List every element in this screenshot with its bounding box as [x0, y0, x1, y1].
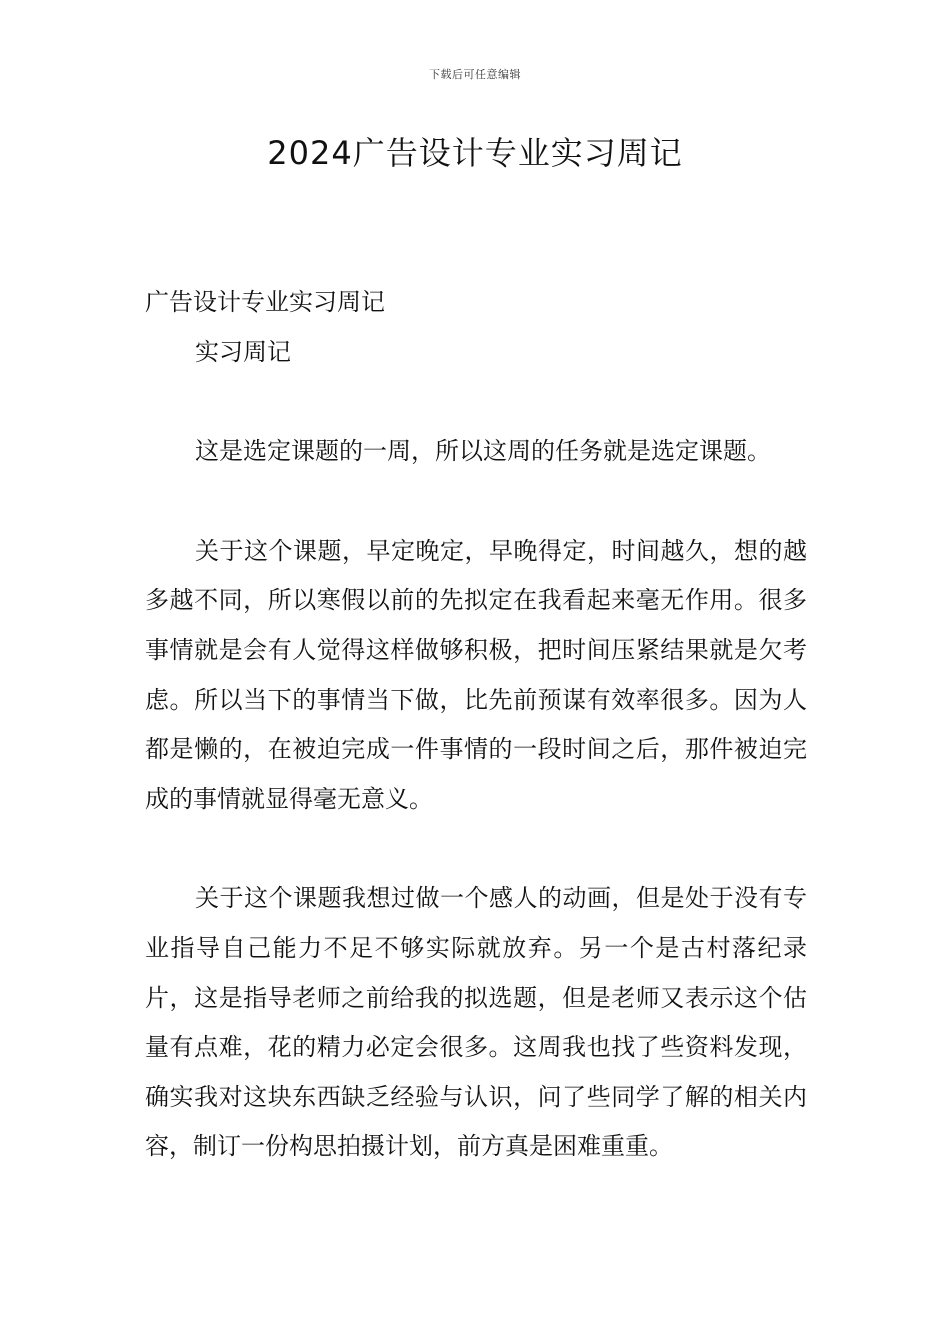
document-subtitle: 广告设计专业实习周记	[145, 288, 385, 316]
section-label: 实习周记	[195, 337, 291, 366]
spacer	[145, 477, 807, 527]
paragraph-1: 这是选定课题的一周，所以这周的任务就是选定课题。	[195, 437, 771, 466]
document-body	[145, 278, 807, 1172]
spacer	[145, 377, 807, 427]
paragraph-2: 关于这个课题，早定晚定，早晚得定，时间越久，想的越多越不同，所以寒假以前的先拟定在我看起来毫无作用。很多事情就是会有人觉得这样做够积极，把时间压紧结果就是欠考虑。所以当下的事情当下做，比先前预谋有效率很多。因为人都是懒的，在被迫完成一件事情的一段时间之后，那件被迫完成的事情就显得毫无意义。	[145, 536, 807, 813]
header-note: 下载后可任意编辑	[429, 68, 521, 81]
spacer	[145, 824, 807, 874]
document-title: 2024广告设计专业实习周记	[267, 134, 683, 172]
paragraph-3: 关于这个课题我想过做一个感人的动画，但是处于没有专业指导自己能力不足不够实际就放弃。另一个是古村落纪录片，这是指导老师之前给我的拟选题，但是老师又表示这个估量有点难，花的精力必定会很多。这周我也找了些资料发现，确实我对这块东西缺乏经验与认识，问了些同学了解的相关内容，制订一份构思拍摄计划，前方真是困难重重。	[145, 884, 807, 1161]
